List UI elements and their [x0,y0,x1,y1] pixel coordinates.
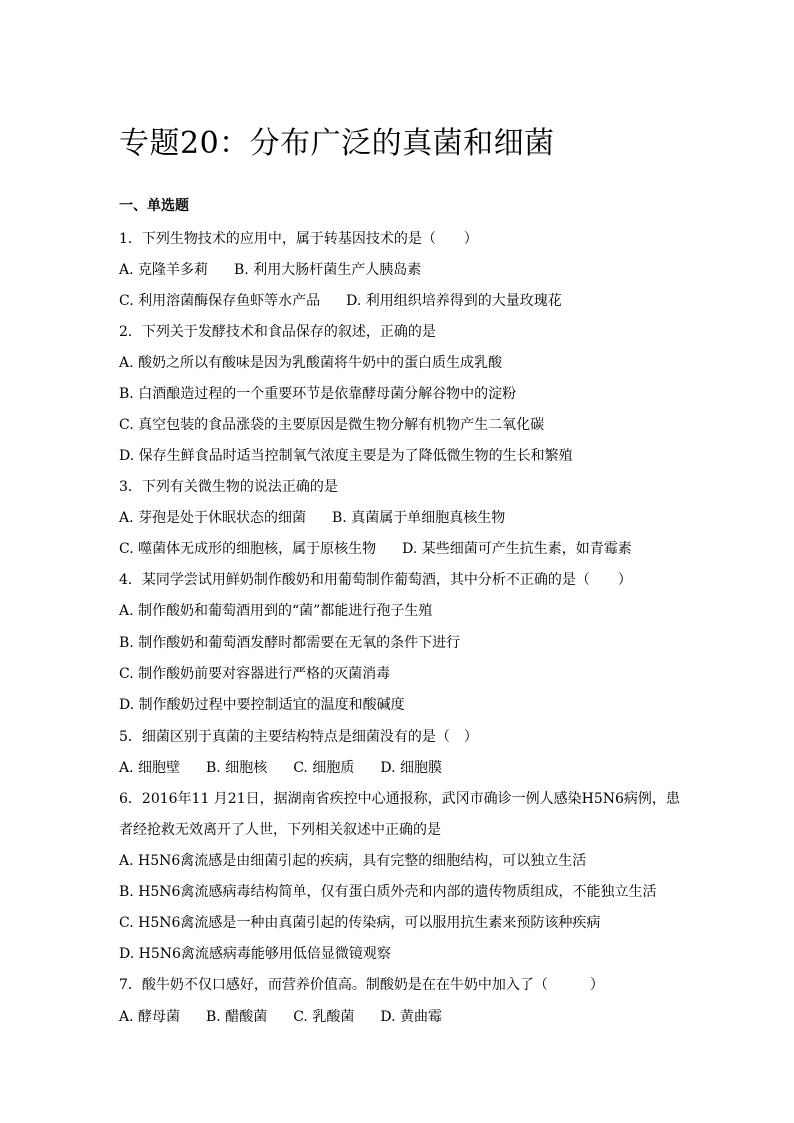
option-row [119,260,421,280]
question-stem: 7．酸牛奶不仅口感好，而营养价值高。制酸奶是在在牛奶中加入了（ ） [119,977,604,993]
option-c: C. 噬菌体无成形的细胞核，属于原核生物 [119,541,377,557]
option-c: C. H5N6禽流感是一种由真菌引起的传染病，可以服用抗生素来预防该种疾病 [119,915,601,931]
option-b: B. 真菌属于单细胞真核生物 [332,510,506,526]
option-d: D. 细胞膜 [380,760,442,776]
option-row [119,758,442,778]
option-row [119,539,632,559]
page-title: 专题20：分布广泛的真菌和细菌 [119,126,555,161]
option-row [119,508,505,528]
option-b: B. 醋酸菌 [206,1009,268,1025]
option-a: A. 克隆羊多莉 [119,262,209,278]
option-d: D. 制作酸奶过程中要控制适宜的温度和酸碱度 [119,697,405,713]
option-c: C. 乳酸菌 [293,1009,355,1025]
option-d: D. 保存生鲜食品时适当控制氧气浓度主要是为了降低微生物的生长和繁殖 [119,448,573,464]
option-a: A. H5N6禽流感是由细菌引起的疾病，具有完整的细胞结构，可以独立生活 [119,853,587,869]
option-b: B. 利用大肠杆菌生产人胰岛素 [234,262,422,278]
option-c: C. 制作酸奶前要对容器进行严格的灭菌消毒 [119,666,391,682]
question-stem: 4．某同学尝试用鲜奶制作酸奶和用葡萄制作葡萄酒，其中分析不正确的是（ ） [119,572,632,588]
option-c: C. 真空包装的食品涨袋的主要原因是微生物分解有机物产生二氧化碳 [119,417,545,433]
question-stem: 1．下列生物技术的应用中，属于转基因技术的是（ ） [119,231,478,247]
option-c: C. 利用溶菌酶保存鱼虾等水产品 [119,293,321,309]
option-d: D. H5N6禽流感病毒能够用低倍显微镜观察 [119,946,391,962]
question-stem: 3．下列有关微生物的说法正确的是 [119,479,338,495]
option-b: B. 制作酸奶和葡萄酒发酵时都需要在无氧的条件下进行 [119,635,461,651]
option-row [119,291,562,311]
option-a: A. 芽孢是处于休眠状态的细菌 [119,510,307,526]
option-a: A. 酸奶之所以有酸味是因为乳酸菌将牛奶中的蛋白质生成乳酸 [119,355,503,371]
option-d: D. 某些细菌可产生抗生素，如青霉素 [402,541,632,557]
option-a: A. 酵母菌 [119,1009,181,1025]
question-stem-continued: 者经抢救无效离开了人世，下列相关叙述中正确的是 [119,822,441,838]
question-stem: 5．细菌区别于真菌的主要结构特点是细菌没有的是（ ） [119,729,478,745]
option-a: A. 制作酸奶和葡萄酒用到的“菌”都能进行孢子生殖 [119,603,433,619]
option-row [119,1007,442,1027]
question-stem: 2．下列关于发酵技术和食品保存的叙述，正确的是 [119,324,436,340]
section-heading: 一、单选题 [119,198,189,214]
question-stem: 6．2016年11 月21日，据湖南省疾控中心通报称，武冈市确诊一例人感染H5N6病例，患 [119,791,680,807]
option-d: D. 黄曲霉 [380,1009,442,1025]
option-a: A. 细胞壁 [119,760,181,776]
option-b: B. H5N6禽流感病毒结构简单，仅有蛋白质外壳和内部的遗传物质组成，不能独立生活 [119,884,657,900]
option-b: B. 细胞核 [206,760,268,776]
option-b: B. 白酒酿造过程的一个重要环节是依靠酵母菌分解谷物中的淀粉 [119,386,517,402]
option-d: D. 利用组织培养得到的大量玫瑰花 [346,293,562,309]
option-c: C. 细胞质 [293,760,355,776]
